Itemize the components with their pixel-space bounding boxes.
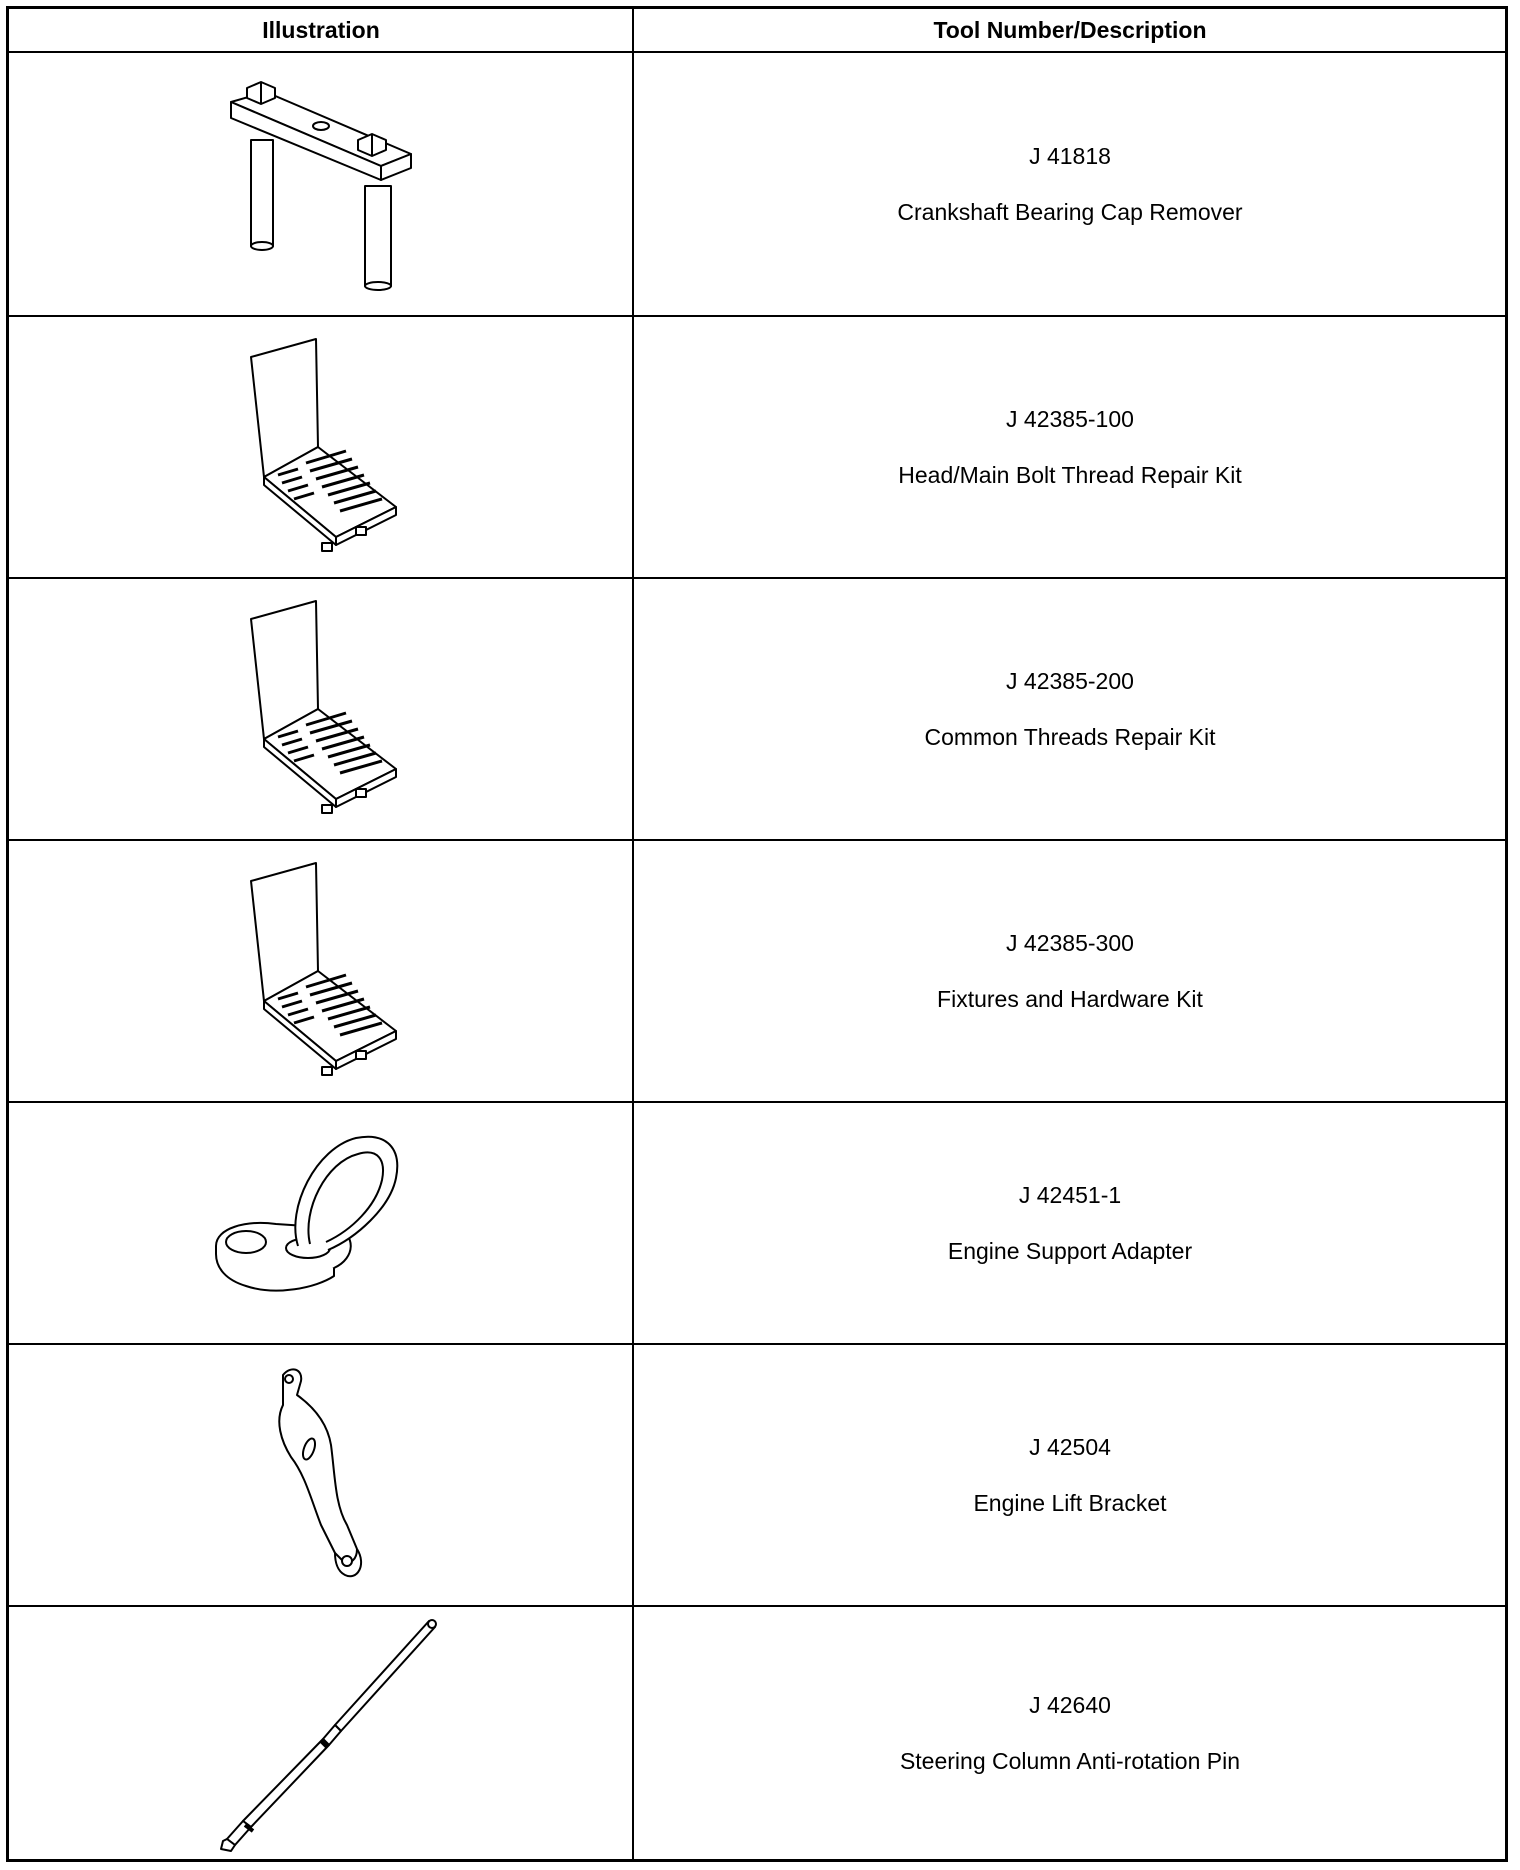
thread-repair-kit-case-icon: [236, 599, 406, 819]
tool-number: J 42385-100: [1006, 406, 1134, 432]
tool-table: [6, 6, 1508, 1862]
table-row: [9, 317, 1505, 577]
engine-lift-bracket-icon: [261, 1365, 381, 1585]
tool-number: J 42640: [1029, 1692, 1111, 1718]
table-row: [9, 1345, 1505, 1605]
tool-description: Steering Column Anti-rotation Pin: [899, 1748, 1241, 1774]
illustration-cell: [9, 53, 632, 315]
tool-number: J 42385-200: [1006, 668, 1134, 694]
tool-number: J 41818: [1029, 143, 1111, 169]
header-tool-number-description: Tool Number/Description: [933, 16, 1207, 43]
hardware-kit-case-icon: [236, 861, 406, 1081]
description-cell: [635, 53, 1505, 315]
table-row: [9, 1607, 1505, 1859]
illustration-cell: [9, 841, 632, 1101]
bearing-cap-remover-icon: [221, 74, 421, 294]
illustration-cell: [9, 317, 632, 577]
table-grid: [9, 9, 1505, 1859]
tool-number: J 42504: [1029, 1434, 1111, 1460]
header-illustration: Illustration: [262, 16, 380, 43]
illustration-cell: [9, 579, 632, 839]
description-cell: [635, 841, 1505, 1101]
tool-description: Crankshaft Bearing Cap Remover: [897, 199, 1243, 225]
illustration-cell: [9, 1607, 632, 1859]
tool-number: J 42451-1: [1018, 1182, 1122, 1208]
description-cell: [635, 579, 1505, 839]
engine-support-adapter-icon: [206, 1128, 436, 1318]
illustration-cell: [9, 1103, 632, 1343]
tool-number: J 42385-300: [1006, 930, 1134, 956]
table-row: [9, 579, 1505, 839]
tool-description: Engine Lift Bracket: [973, 1490, 1167, 1516]
description-cell: [635, 1607, 1505, 1859]
table-row: [9, 53, 1505, 315]
illustration-cell: [9, 1345, 632, 1605]
table-row: [9, 841, 1505, 1101]
tool-description: Fixtures and Hardware Kit: [937, 986, 1203, 1012]
tool-description: Head/Main Bolt Thread Repair Kit: [898, 462, 1242, 488]
description-cell: [635, 1103, 1505, 1343]
tool-description: Common Threads Repair Kit: [924, 724, 1216, 750]
description-cell: [635, 1345, 1505, 1605]
tool-description: Engine Support Adapter: [947, 1238, 1193, 1264]
table-row: [9, 1103, 1505, 1343]
anti-rotation-pin-icon: [201, 1613, 441, 1853]
description-cell: [635, 317, 1505, 577]
thread-repair-kit-case-icon: [236, 337, 406, 557]
